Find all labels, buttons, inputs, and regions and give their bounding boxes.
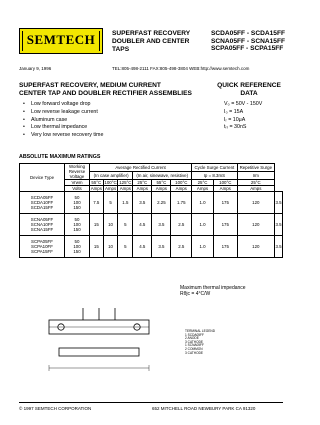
main-heading [19, 82, 194, 98]
repetitive-surge-header: Repetitive Surge [237, 164, 274, 172]
device-type: SCPA05FF [31, 238, 53, 244]
unit-header: Amps [213, 186, 237, 192]
qref-item: Iᵣ = 10μA [224, 116, 246, 123]
value-cell: 3.5 [152, 236, 171, 258]
qref-item: tᵣᵣ = 30nS [224, 124, 247, 131]
table-row [20, 214, 283, 236]
feature-item: • Low reverse leakage current [31, 109, 103, 117]
legend-line: 2 ANODE [185, 336, 199, 341]
unit-header: Amps [119, 186, 131, 191]
working-voltage-header: Working Reverse Voltage [65, 164, 90, 180]
terminal-legend [185, 330, 220, 355]
qref-title-line: DATA [240, 90, 258, 97]
device-type: SCNA15FF [30, 227, 54, 233]
device-type: SCPA10FF [31, 243, 53, 249]
cycle-surge-header: Cycle Surge Current [192, 164, 238, 172]
package-body-bottom [59, 348, 139, 356]
voltage: 50 [74, 238, 80, 244]
device-type: SCDA05FF [30, 194, 54, 200]
cycle-sub-header: Ip = 8.3mS [192, 172, 238, 180]
ratings-table [19, 163, 283, 258]
part-range: SCDA05FF - SCDA15FF [211, 30, 286, 37]
voltage: 150 [73, 205, 81, 211]
temp-header: 100°C [213, 180, 237, 186]
vrwm-symbol: Vrwm [65, 180, 90, 186]
voltage: 50 [74, 194, 80, 200]
value-cell: 3.5 [274, 192, 282, 214]
unit-header: Amps [133, 186, 152, 192]
feature-item: • Very low reverse recovery time [31, 132, 103, 140]
legend-line: 1 SCDA05FF [185, 332, 204, 337]
thermal-line: Rθjc = 4°C/W [180, 291, 211, 297]
value-cell: 175 [213, 214, 237, 236]
temp-header: 25°C [192, 180, 214, 186]
quick-reference-title [214, 82, 284, 98]
device-type: SCNA05FF [30, 216, 54, 222]
value-cell: 3.5 [133, 192, 152, 214]
value-cell: 120 [237, 192, 274, 214]
footer-divider [19, 402, 283, 403]
unit-header: Amps [152, 186, 171, 192]
value-cell: 175 [213, 236, 237, 258]
unit-header: Volts [65, 186, 90, 192]
voltage: 100 [73, 221, 81, 227]
header [19, 28, 286, 58]
qref-item: V₀ = 50V - 150V [224, 101, 263, 107]
part-numbers [211, 30, 285, 53]
avg-sub-header: (In case amplifier) [90, 172, 133, 180]
legend-line: TERMINAL LEGEND [185, 329, 215, 333]
title-line: DOUBLER AND CENTER [112, 38, 190, 45]
heading-line: CENTER TAP AND DOUBLER RECTIFIER ASSEMBLIES [19, 90, 192, 97]
value-cell: 1.75 [171, 192, 192, 214]
semtech-logo [19, 28, 103, 54]
temp-header: 100°C [104, 180, 117, 185]
value-cell: 3.5 [274, 214, 282, 236]
value-cell: 5 [103, 192, 118, 214]
table-row [20, 192, 283, 214]
voltage: 50 [74, 216, 80, 222]
value-cell: 7.5 [90, 192, 104, 214]
value-cell: 175 [213, 192, 237, 214]
unit-header: Amps [237, 186, 274, 192]
part-range: SCPA05FF - SCPA15FF [211, 45, 284, 53]
quick-reference-list [224, 101, 262, 132]
thermal-line: Maximum thermal impedance [180, 285, 246, 291]
legend-line: 1 SCNA05FF [185, 343, 204, 348]
value-cell: 120 [237, 236, 274, 258]
value-cell: 120 [237, 214, 274, 236]
document-title [112, 30, 207, 54]
value-cell: 2.5 [171, 214, 192, 236]
value-cell: 5 [118, 236, 133, 258]
temp-header: 55°C [152, 180, 171, 186]
value-cell: 2.5 [171, 236, 192, 258]
value-cell: 1.5 [118, 192, 133, 214]
device-type: SCPA15FF [31, 249, 53, 255]
value-cell: 10 [103, 214, 118, 236]
voltage: 100 [73, 243, 81, 249]
thermal-impedance-note [180, 285, 246, 297]
company-address: 652 MITCHELL ROAD NEWBURY PARK CA 91320 [152, 406, 256, 411]
logo-text: SEMTECH [23, 31, 99, 51]
temp-header: 25°C [133, 180, 152, 186]
temp-header: 100°C [171, 180, 192, 186]
value-cell: 2.25 [152, 192, 171, 214]
value-cell: 5 [118, 214, 133, 236]
temp-header: 55°C [91, 180, 102, 185]
qref-title-line: QUICK REFERENCE [217, 82, 281, 89]
avg-current-header: Average Rectified Current [90, 164, 192, 172]
temp-header: 125°C [119, 180, 132, 185]
temp-header: 25°C [237, 180, 274, 186]
unit-header: Amps [171, 186, 192, 192]
package-outline-drawing [19, 278, 174, 388]
title-line: SUPERFAST RECOVERY [112, 30, 191, 37]
feature-item: • Low forward voltage drop [31, 101, 103, 109]
feature-list [31, 101, 103, 140]
voltage: 150 [73, 249, 81, 255]
title-line: TAPS [112, 46, 130, 53]
unit-header: Amps [104, 186, 117, 191]
device-type-header: Device Type [20, 164, 65, 192]
value-cell: 4.5 [133, 236, 152, 258]
value-cell: 10 [103, 236, 118, 258]
heading-line: SUPERFAST RECOVERY, MEDIUM CURRENT [19, 82, 161, 89]
copyright: © 1997 SEMTECH CORPORATION [19, 406, 92, 411]
value-cell: 1.0 [192, 236, 214, 258]
qref-item: I₀ = 15A [224, 108, 244, 115]
value-cell: 15 [90, 236, 104, 258]
voltage: 100 [73, 199, 81, 205]
legend-line: 3 CATHODE [185, 339, 204, 344]
feature-item: • Low thermal impedance [31, 124, 103, 132]
value-cell: 1.0 [192, 214, 214, 236]
device-type: SCDA15FF [30, 205, 54, 211]
contact-info: TEL:805-498-2111 FAX:805-498-3804 WEB:http://www.semtech.com [112, 66, 250, 71]
table-row [20, 236, 283, 258]
feature-item: • Aluminum case [31, 117, 103, 125]
doc-date: January 9, 1996 [19, 66, 52, 71]
value-cell: 15 [90, 214, 104, 236]
unit-header: Amps [90, 186, 102, 191]
legend-line: 2 COMMON [185, 346, 203, 351]
avg-sub-header: (In air, sinewave, resistive) [133, 172, 192, 180]
device-type: SCDA10FF [30, 199, 54, 205]
part-range: SCNA05FF - SCNA15FF [211, 37, 286, 45]
legend-line: 3 CATHODE [185, 350, 204, 355]
value-cell: 4.5 [133, 214, 152, 236]
device-type: SCNA10FF [30, 221, 54, 227]
value-cell: 3.5 [152, 214, 171, 236]
ratings-title: ABSOLUTE MAXIMUM RATINGS [19, 154, 101, 160]
value-cell: 3.5 [274, 236, 282, 258]
irm-symbol: Irm [237, 172, 274, 180]
unit-header: Amps [192, 186, 214, 192]
value-cell: 1.0 [192, 192, 214, 214]
voltage: 150 [73, 227, 81, 233]
